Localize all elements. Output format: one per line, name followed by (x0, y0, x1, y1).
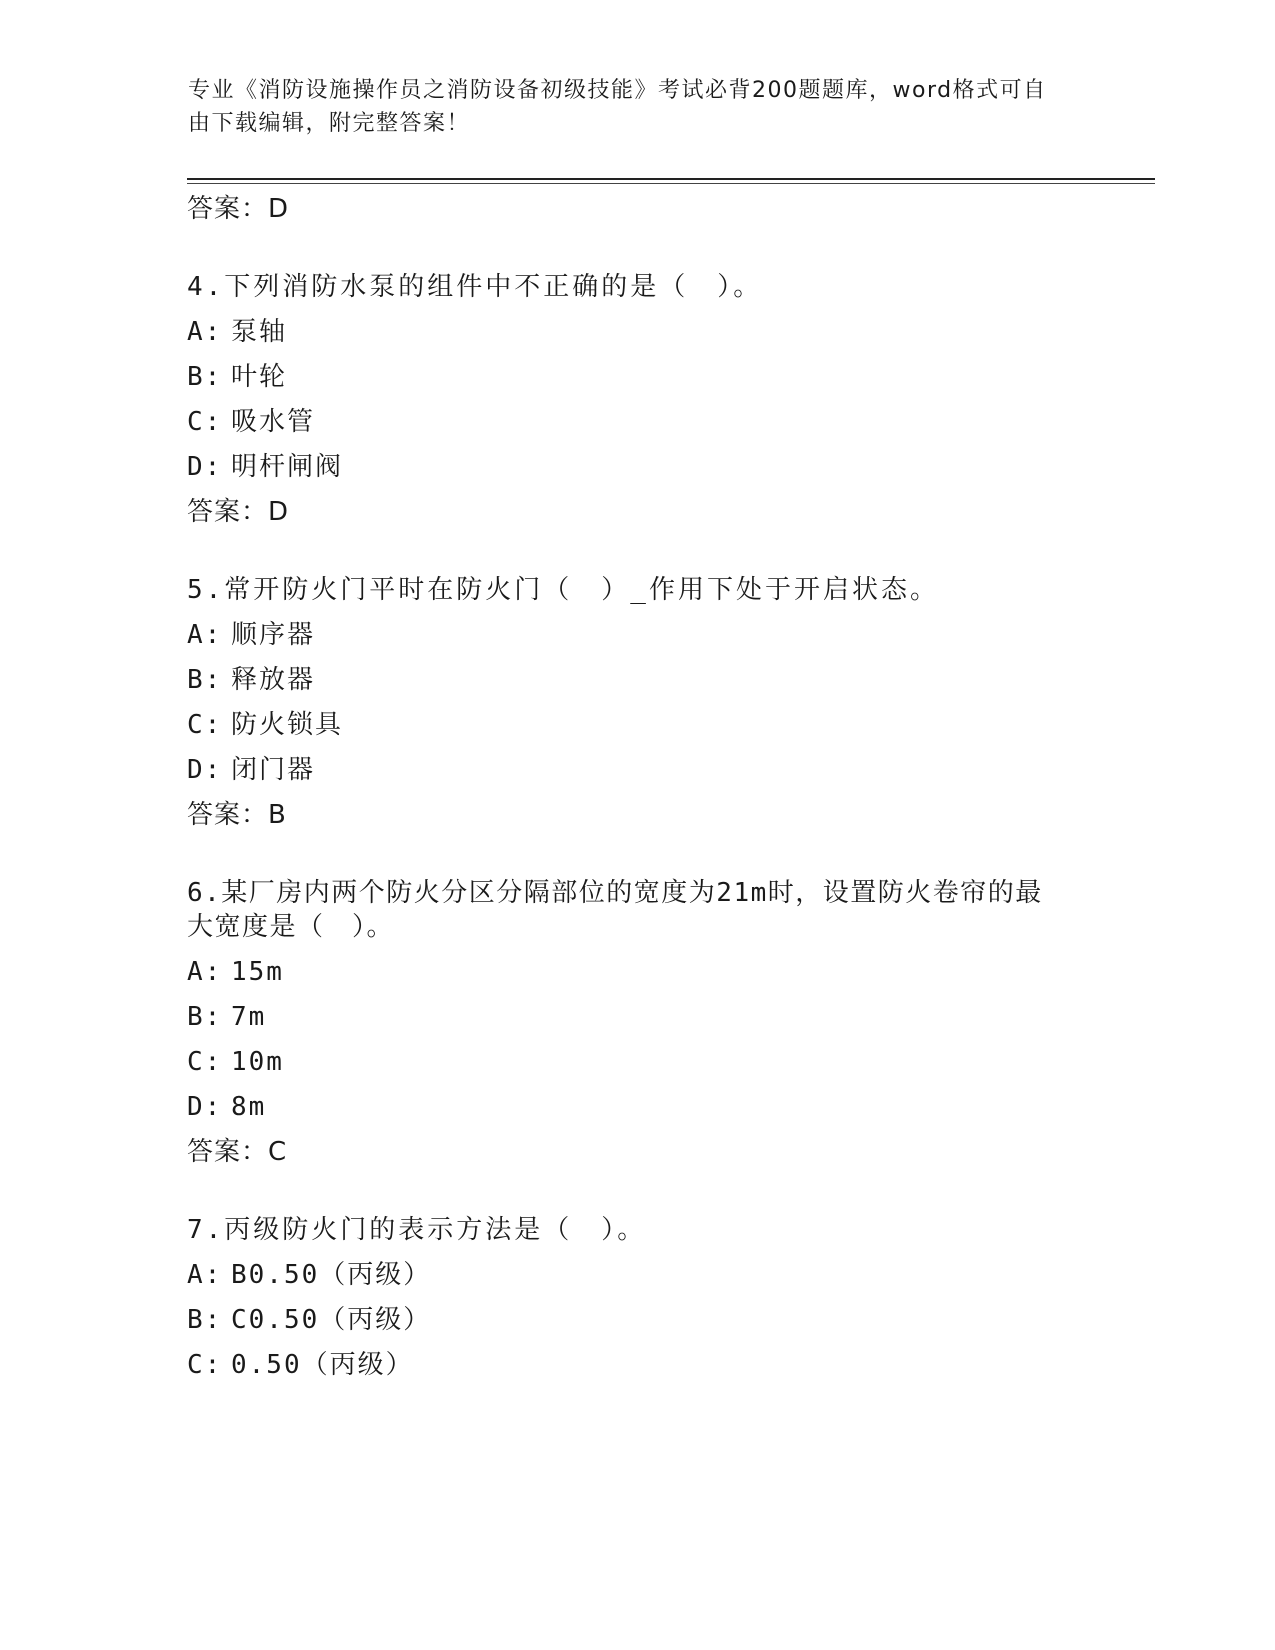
option-text: C0.50（丙级） (231, 1305, 432, 1335)
option-text: B0.50（丙级） (231, 1260, 432, 1290)
option-a (187, 618, 1087, 652)
question-list (187, 192, 1087, 1393)
option-d (187, 753, 1087, 787)
question-7 (187, 1213, 1087, 1382)
option-text: 15m (231, 957, 284, 987)
option-text: 7m (231, 1002, 267, 1032)
option-text: 0.50（丙级） (231, 1350, 414, 1380)
option-label: D: (187, 755, 223, 785)
answer-line: 答案：D (187, 194, 290, 224)
option-b (187, 1303, 1087, 1337)
option-text: 吸水管 (231, 407, 316, 437)
option-text: 叶轮 (231, 362, 288, 392)
option-label: A: (187, 620, 223, 650)
option-c (187, 1348, 1087, 1382)
option-label: C: (187, 407, 223, 437)
question-stem: 7.丙级防火门的表示方法是（ ）。 (187, 1215, 647, 1245)
option-label: C: (187, 1350, 223, 1380)
answer-line: 答案：C (187, 1137, 288, 1167)
question-stem: 5.常开防火门平时在防火门（ ）_作用下处于开启状态。 (187, 575, 939, 605)
header-rule-thin (187, 183, 1155, 184)
option-label: B: (187, 1002, 223, 1032)
option-label: B: (187, 362, 223, 392)
option-text: 释放器 (231, 665, 316, 695)
option-text: 10m (231, 1047, 284, 1077)
option-text: 顺序器 (231, 620, 316, 650)
option-b (187, 360, 1087, 394)
option-a (187, 315, 1087, 349)
option-label: D: (187, 1092, 223, 1122)
option-label: C: (187, 710, 223, 740)
question-stem: 6.某厂房内两个防火分区分隔部位的宽度为21m时，设置防火卷帘的最大宽度是（ ）。 (187, 878, 1043, 942)
answer-line: 答案：D (187, 497, 290, 527)
document-header: 专业《消防设施操作员之消防设备初级技能》考试必背200题题库，word格式可自由下载编辑，附完整答案！ (188, 78, 1047, 136)
option-label: B: (187, 665, 223, 695)
option-c (187, 405, 1087, 439)
answer-line: 答案：B (187, 800, 287, 830)
option-label: D: (187, 452, 223, 482)
option-b (187, 1000, 1087, 1034)
option-label: C: (187, 1047, 223, 1077)
question-5 (187, 573, 1087, 832)
option-text: 闭门器 (231, 755, 316, 785)
option-a (187, 1258, 1087, 1292)
question-4 (187, 270, 1087, 529)
option-b (187, 663, 1087, 697)
option-text: 防火锁具 (231, 710, 344, 740)
option-label: A: (187, 957, 223, 987)
option-d (187, 1090, 1087, 1124)
header-rule-thick (187, 178, 1155, 180)
option-label: A: (187, 1260, 223, 1290)
option-text: 8m (231, 1092, 267, 1122)
question-stem: 4.下列消防水泵的组件中不正确的是（ ）。 (187, 272, 763, 302)
question-6 (187, 876, 1087, 1169)
option-d (187, 450, 1087, 484)
option-a (187, 955, 1087, 989)
option-c (187, 708, 1087, 742)
option-label: B: (187, 1305, 223, 1335)
option-text: 明杆闸阀 (231, 452, 344, 482)
option-text: 泵轴 (231, 317, 288, 347)
option-label: A: (187, 317, 223, 347)
option-c (187, 1045, 1087, 1079)
